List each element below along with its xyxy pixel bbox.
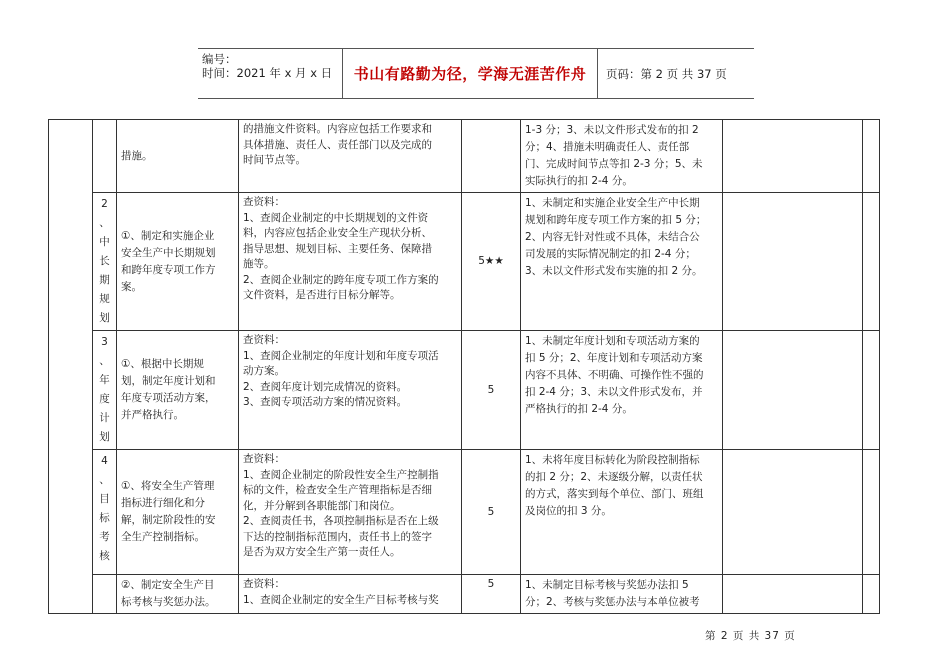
requirement-cell: ①、根据中长期规 划，制定年度计划和 年度专项活动方案， 并严格执行。 (117, 331, 239, 450)
method-cell: 查资料： 1、查阅企业制定的中长期规划的文件资 料，内容应包括企业安全生产现状分析、 指导思想、规划目标、主要任务、保障措 施等。 2、查阅企业制定的跨年度专项工作方案的 文件资料，是否进行目标分解等。 (239, 193, 462, 331)
method-cell: 的措施文件资料。内容应包括工作要求和 具体措施、责任人、责任部门以及完成的 时间节点等。 (239, 120, 462, 193)
criteria-cell: 1、未制定和实施企业安全生产中长期 规划和跨年度专项工作方案的扣 5 分； 2、内容无针对性或不具体，未结合公 司发展的实际情况制定的扣 2-4 分； 3、未以文件形式发布实施的扣 2 分。 (521, 193, 723, 331)
table-row (49, 193, 880, 331)
header-meta (198, 49, 342, 98)
item-cell (93, 575, 117, 614)
requirement-cell: ②、制定安全生产目 标考核与奖惩办法。 (117, 575, 239, 614)
table-row (49, 120, 880, 193)
requirement-cell: ①、将安全生产管理 指标进行细化和分 解，制定阶段性的安 全生产控制指标。 (117, 450, 239, 575)
page-header (198, 48, 754, 99)
score-cell: 5 (462, 450, 521, 575)
table-row (49, 450, 880, 575)
header-page-label: 页码：第 2 页 共 37 页 (606, 66, 727, 81)
page-footer: 第 2 页 共 37 页 (705, 630, 796, 642)
requirement-cell: ①、制定和实施企业 安全生产中长期规划 和跨年度专项工作方 案。 (117, 193, 239, 331)
method-cell: 查资料： 1、查阅企业制定的年度计划和年度专项活 动方案。 2、查阅年度计划完成情况的资料。 3、查阅专项活动方案的情况资料。 (239, 331, 462, 450)
blank-cell (723, 193, 863, 331)
criteria-cell: 1、未制定年度计划和专项活动方案的 扣 5 分；2、年度计划和专项活动方案 内容不具体、不明确、可操作性不强的 扣 2-4 分；3、未以文件形式发布，并 严格执行的扣 2-4 分。 (521, 331, 723, 450)
table-row (49, 575, 880, 614)
header-number-label: 编号： (202, 52, 237, 66)
method-cell: 查资料： 1、查阅企业制定的阶段性安全生产控制指 标的文件，检查安全生产管理指标是否细 化，并分解到各职能部门和岗位。 2、查阅责任书，各项控制指标是否在上级 下达的控制指标范围内，责任书上的签字 是否为双方安全生产第一责任人。 (239, 450, 462, 575)
item-cell (93, 120, 117, 193)
item-cell: 3 、 年 度 计 划 (93, 331, 117, 450)
score-cell: 5 (462, 331, 521, 450)
header-time-label: 时间：2021 年 x 月 x 日 (202, 66, 333, 80)
blank-cell (723, 575, 863, 614)
requirement-cell: 措施。 (117, 120, 239, 193)
score-cell: 5 (462, 575, 521, 614)
blank-cell (863, 331, 880, 450)
score-cell: 5★★ (462, 193, 521, 331)
criteria-cell: 1、未制定目标考核与奖惩办法扣 5 分；2、考核与奖惩办法与本单位被考 (521, 575, 723, 614)
item-cell: 2 、 中 长 期 规 划 (93, 193, 117, 331)
blank-cell (723, 450, 863, 575)
table-row (49, 331, 880, 450)
criteria-cell: 1、未将年度目标转化为阶段控制指标 的扣 2 分；2、未逐级分解，以责任状 的方式，落实到每个单位、部门、班组 及岗位的扣 3 分。 (521, 450, 723, 575)
category-cell (49, 120, 93, 614)
blank-cell (863, 575, 880, 614)
blank-cell (723, 120, 863, 193)
header-motto: 书山有路勤为径，学海无涯苦作舟 (342, 49, 598, 98)
criteria-cell: 1-3 分；3、未以文件形式发布的扣 2 分；4、措施未明确责任人、责任部 门、完成时间节点等扣 2-3 分；5、未 实际执行的扣 2-4 分。 (521, 120, 723, 193)
blank-cell (723, 331, 863, 450)
blank-cell (863, 450, 880, 575)
assessment-table (48, 119, 880, 614)
blank-cell (863, 120, 880, 193)
blank-cell (863, 193, 880, 331)
method-cell: 查资料： 1、查阅企业制定的安全生产目标考核与奖 (239, 575, 462, 614)
item-cell: 4 、 目 标 考 核 (93, 450, 117, 575)
score-cell (462, 120, 521, 193)
